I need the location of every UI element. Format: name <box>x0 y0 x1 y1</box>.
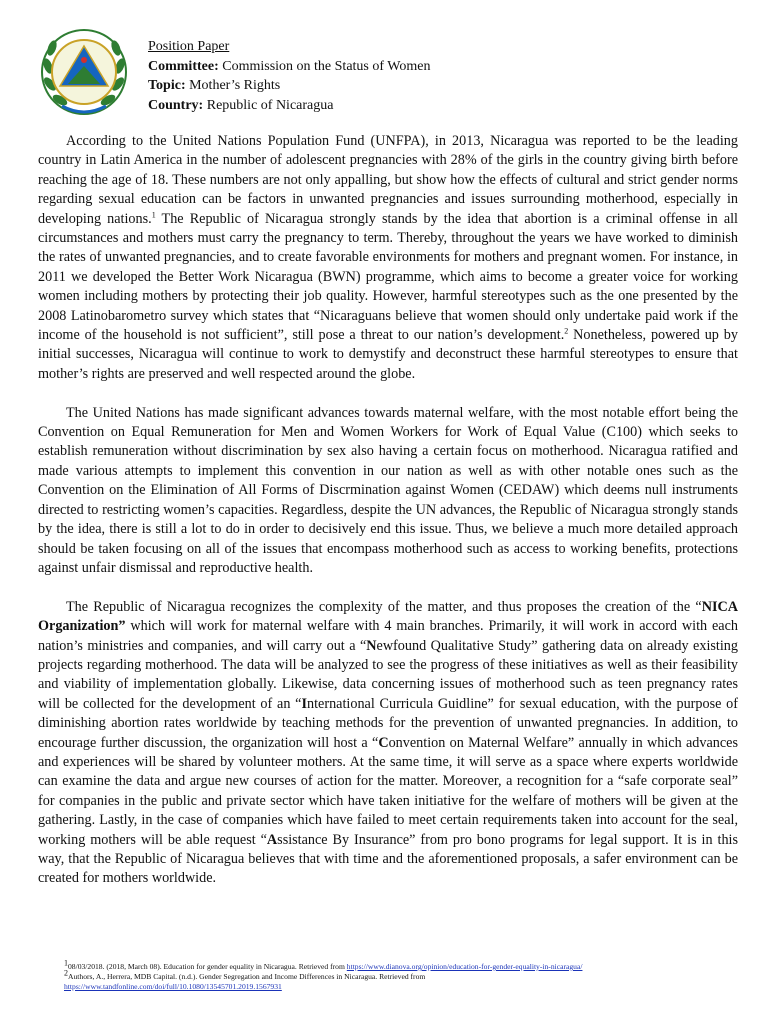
country-label: Country: <box>148 97 204 113</box>
paper-header <box>148 37 430 115</box>
country-line <box>148 96 430 116</box>
p3-text-5: onvention on Maternal Welfare” annually in which advances and experiences will be shared by volunteer mothers. At the same time, it will serve as a space where experts worldwide can examine the data and argue new courses of action for the matter. Moreover, a recognition for a “safe corporate seal” for companies in the public and private sector which have taken initiative for the welfare of mothers will be given at the gathering. Lastly, in the case of companies which have failed to meet certain requirements taken into account for the seal, working mothers will be able request “ <box>38 734 738 848</box>
footnote-2-link-line <box>64 982 724 992</box>
topic-label: Topic: <box>148 78 186 93</box>
p3-text-4: nternational Curricula Guidline” for sexual education, with the purpose of diminishing abortion rates worldwide by teaching methods for the prevention of unwanted pregnancies. In addition, to encourage further discussion, the organization will host a “ <box>38 695 738 751</box>
committee-label: Committee: <box>148 58 219 74</box>
p1-text-c: Nonetheless, powered up by initial successes, Nicaragua will continue to work to demystify and deconstruct these harmful stereotypes to ensure that mother’s rights are preserved and well respected around the globe. <box>38 327 738 382</box>
p3-text-1: The Republic of Nicaragua recognizes the complexity of the matter, and thus proposes the creation of the “ <box>66 598 702 615</box>
footnote-2-mark: 2 <box>64 968 68 978</box>
topic-value: Mother’s Rights <box>189 78 281 93</box>
p3-text-3: ewfound Qualitative Study” gathering data on already existing projects regarding motherhood. The data will be analyzed to see the progress of these initiatives as well as their feasibility and viability of implementation globally. Likewise, data concerning issues of motherhood such as teen pregnancy rates will be collected for the development of an “ <box>38 637 738 712</box>
committee-line <box>148 57 430 77</box>
coat-of-arms-emblem <box>38 26 130 118</box>
footnote-1-text: 08/03/2018. (2018, March 08). Education for gender equality in Nicaragua. Retrieved from <box>68 962 347 971</box>
p3-text-6: ssistance By Insurance” from pro bono programs for legal support. It is in this way, that the Republic of Nicaragua believes that with time and the aforementioned proposals, a safer environment can be created for mothers worldwide. <box>38 831 738 887</box>
p3-text-2: which will work for maternal welfare with 4 main branches. Primarily, it will work in accord with each nation’s ministries and companies, and will carry out a “ <box>38 618 738 654</box>
p3-bold-nica: NICA Organization” <box>38 598 738 635</box>
footnotes <box>64 958 724 992</box>
paragraph-3 <box>38 598 738 889</box>
footnote-2 <box>64 968 724 982</box>
paper-body <box>38 132 738 908</box>
p3-bold-c: C <box>378 734 389 751</box>
footnote-1-link[interactable]: https://www.dianova.org/opinion/education-for-gender-equality-in-nicaragua/ <box>346 962 583 971</box>
p3-bold-n: N <box>366 637 377 654</box>
footnote-ref-2: 2 <box>564 326 569 336</box>
footnote-2-text: Authors, A., Herrera, MDB Capital. (n.d.). Gender Segregation and Income Differences in Nicaragua. Retrieved from <box>68 972 426 981</box>
p1-text-a: According to the United Nations Population Fund (UNFPA), in 2013, Nicaragua was reported to be the leading country in Latin America in the number of adolescent pregnancies with 28% of the girls in the country giving birth before reaching the age of 18. These numbers are not only appalling, but show how the effects of cultural and strict gender norms regarding sexual education can be factors in unwanted pregnancies and issues surrounding motherhood, especially in developing nations. <box>38 133 738 227</box>
footnote-2-link[interactable]: https://www.tandfonline.com/doi/full/10.1080/13545701.2019.1567931 <box>64 982 282 991</box>
p3-bold-a: A <box>266 831 278 848</box>
country-value: Republic of Nicaragua <box>206 97 334 113</box>
cap-icon <box>81 57 87 63</box>
paragraph-1 <box>38 132 738 384</box>
doc-type: Position Paper <box>148 39 230 54</box>
footnote-ref-1: 1 <box>151 209 156 219</box>
p3-bold-i: I <box>301 695 308 712</box>
p1-text-b: The Republic of Nicaragua strongly stands by the idea that abortion is a criminal offense in all circumstances and mothers must carry the pregnancy to term. Thereby, throughout the years we have worked to diminish the rates of unwanted pregnancies, and to create favorable environments for mothers and pregnant women. For instance, in 2011 we developed the Better Work Nicaragua (BWN) programme, which aims to become a greater voice for working women including mothers by protecting their job quality. However, harmful stereotypes such as the one presented by the 2008 Latinobarometro survey which states that “Nicaraguans believe that women should only undertake paid work if the income of the household is not sufficient”, still pose a threat to our nation’s development. <box>38 210 738 344</box>
footnote-1 <box>64 958 724 972</box>
footnote-1-mark: 1 <box>64 958 68 968</box>
committee-value: Commission on the Status of Women <box>222 58 431 74</box>
paragraph-2: The United Nations has made significant advances towards maternal welfare, with the most notable effort being the Convention on Equal Remuneration for Men and Women Workers for Work of Equal Value (C100) which seeks to establish remuneration without discrimination by sex also having a certain focus on motherhood. Nicaragua ratified and made various attempts to implement this convention in our nation as well as with other notable ones such as the Convention on the Elimination of All Forms of Discrmination against Women (CEDAW) which deems null instruments directed to restricting women’s capacities. Regardless, despite the UN advances, the Republic of Nicaragua strongly stands by the idea, there is still a lot to do in order to decisively end this issue. Thus, we believe a much more detailed approach should be taken focusing on all of the issues that encompass motherhood such as access to working benefits, protections against unfair dismissal and reproductive health. <box>38 404 738 576</box>
topic-line <box>148 76 430 96</box>
